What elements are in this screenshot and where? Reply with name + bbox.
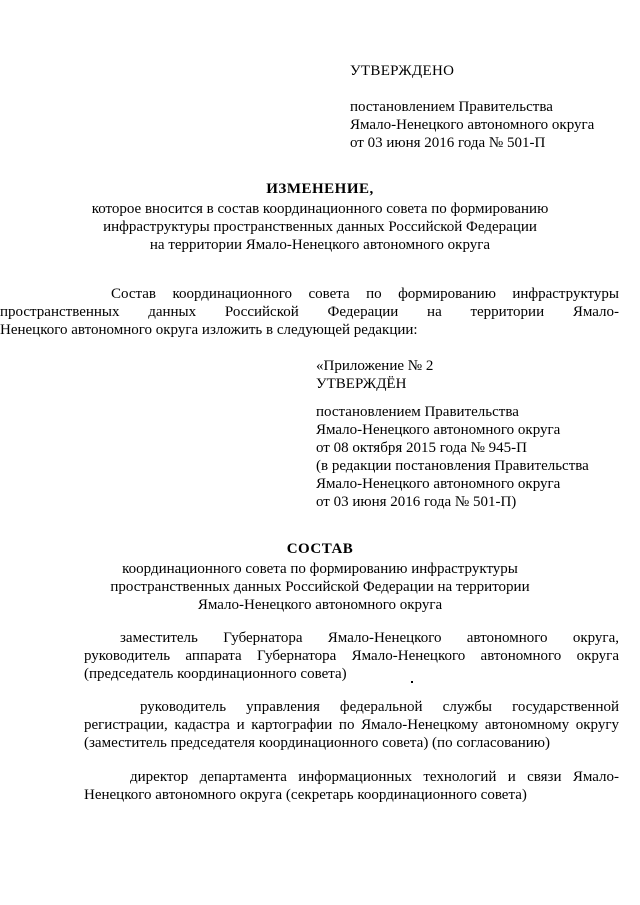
composition-subtitle (0, 560, 640, 614)
appendix-block (316, 357, 589, 511)
member-line: заместитель Губернатора Ямало-Ненецкого автономного округа, (120, 630, 619, 646)
member-line: директор департамента информационных технологий и связи Ямало- (130, 769, 619, 785)
member-line: руководитель аппарата Губернатора Ямало-Ненецкого автономного округа (84, 648, 619, 664)
appendix-line: постановлением Правительства (316, 404, 519, 420)
approval-line: Ямало-Ненецкого автономного округа (350, 117, 595, 133)
change-subtitle-line: на территории Ямало-Ненецкого автономного округа (149, 237, 491, 253)
member-entry (84, 629, 619, 683)
appendix-line: Ямало-Ненецкого автономного округа (316, 476, 561, 492)
approval-block (350, 98, 594, 152)
appendix-line: от 08 октября 2015 года № 945-П (316, 440, 528, 456)
intro-line: Ненецкого автономного округа изложить в следующей редакции: (0, 322, 418, 338)
approval-title: УТВЕРЖДЕНО (350, 63, 455, 79)
approval-line: постановлением Правительства (350, 99, 553, 115)
appendix-line: Ямало-Ненецкого автономного округа (316, 422, 561, 438)
composition-heading: СОСТАВ (286, 541, 354, 557)
member-line: (заместитель председателя координационного совета) (по согласованию) (84, 735, 550, 751)
intro-paragraph (0, 285, 619, 339)
composition-subtitle-line: координационного совета по формированию инфраструктуры (122, 561, 518, 577)
composition-subtitle-line: пространственных данных Российской Федерации на территории (110, 579, 530, 595)
stray-mark (411, 681, 413, 683)
member-entry (84, 698, 619, 752)
member-line: (председатель координационного совета) (84, 666, 347, 682)
appendix-line: от 03 июня 2016 года № 501-П) (316, 494, 517, 510)
member-line: Ненецкого автономного округа (секретарь координационного совета) (84, 787, 527, 803)
change-heading: ИЗМЕНЕНИЕ, (266, 181, 374, 197)
intro-line: пространственных данных Российской Федерации на территории Ямало- (0, 304, 619, 320)
intro-line: Состав координационного совета по формированию инфраструктуры (111, 286, 619, 302)
change-subtitle-line: которое вносится в состав координационного совета по формированию (91, 201, 549, 217)
appendix-label: «Приложение № 2 (316, 358, 434, 374)
member-line: регистрации, кадастра и картографии по Ямало-Ненецкому автономному округу (84, 717, 619, 733)
change-subtitle (0, 200, 640, 254)
change-subtitle-line: инфраструктуры пространственных данных Российской Федерации (103, 219, 537, 235)
composition-subtitle-line: Ямало-Ненецкого автономного округа (197, 597, 443, 613)
approval-line: от 03 июня 2016 года № 501-П (350, 135, 546, 151)
appendix-approved: УТВЕРЖДЁН (316, 376, 407, 392)
member-line: руководитель управления федеральной службы государственной (140, 699, 619, 715)
member-entry (84, 768, 619, 804)
appendix-line: (в редакции постановления Правительства (316, 458, 589, 474)
